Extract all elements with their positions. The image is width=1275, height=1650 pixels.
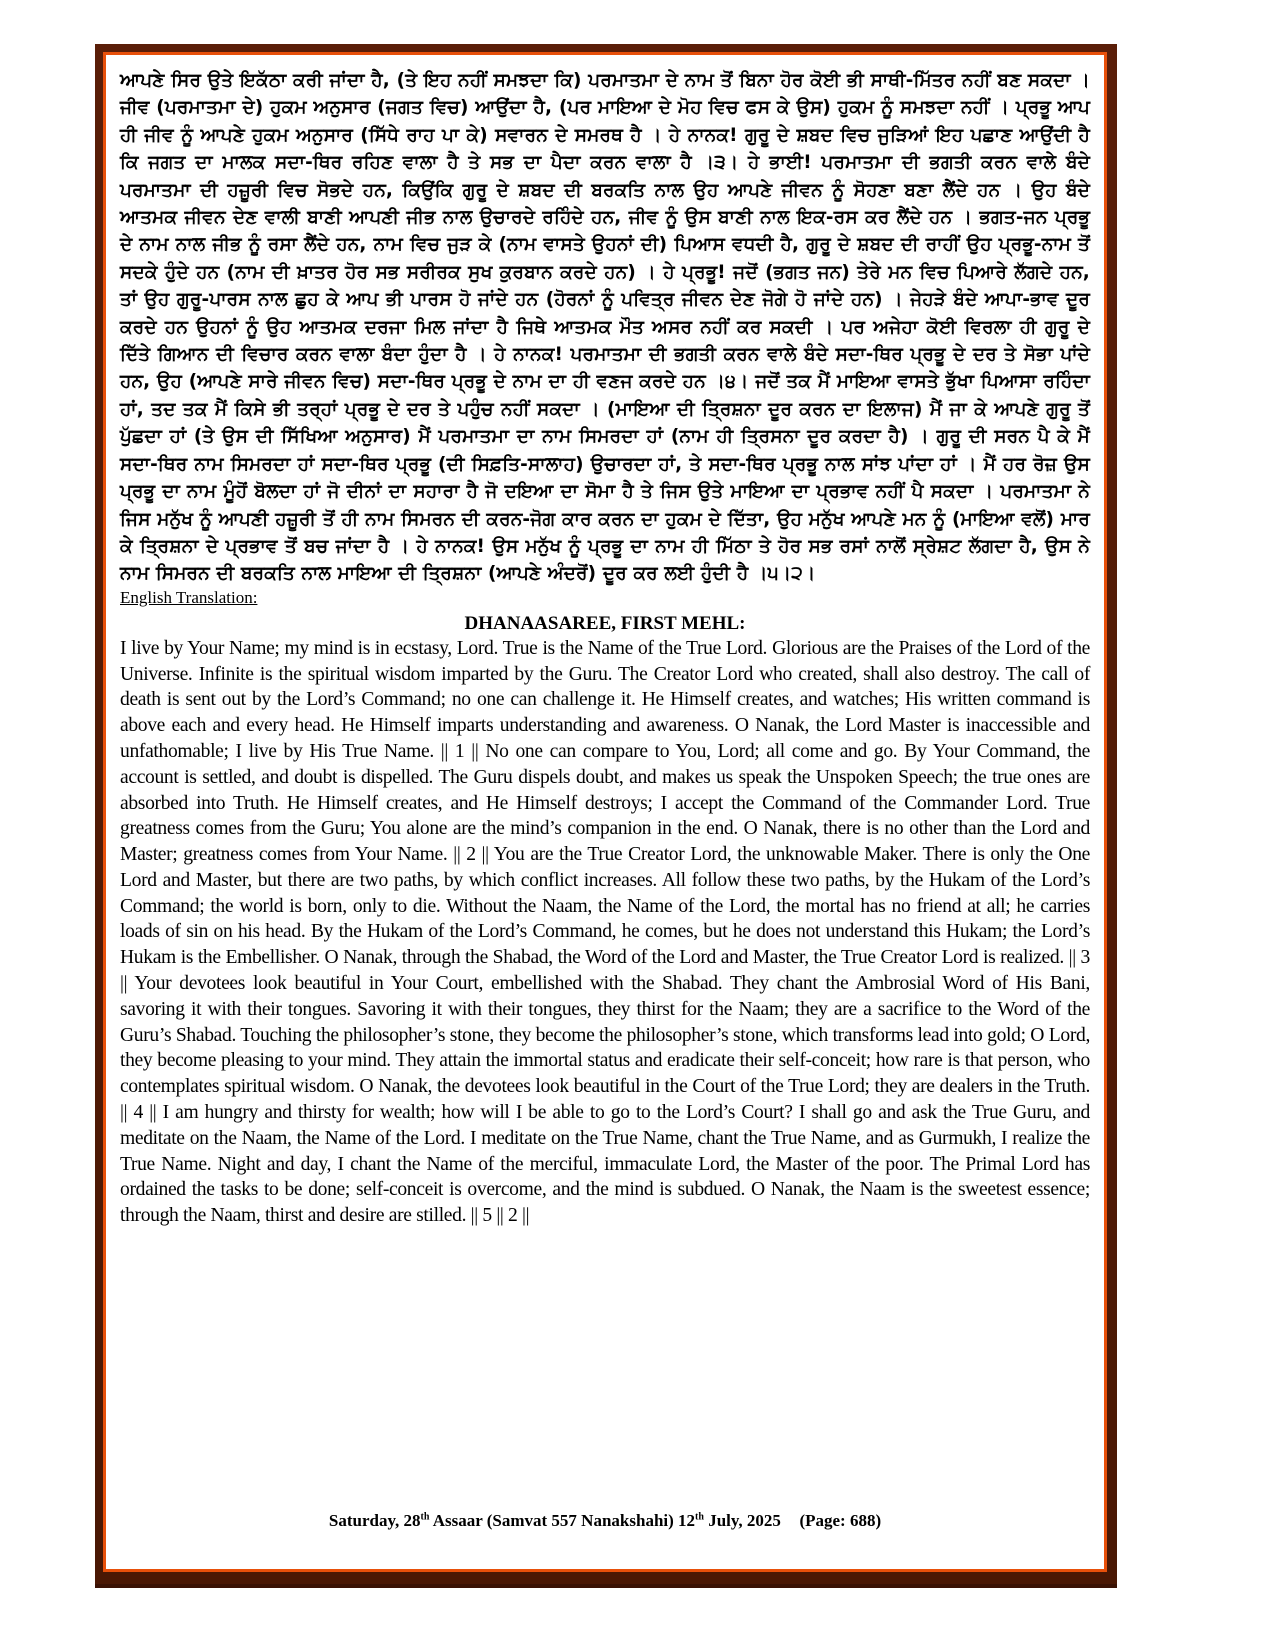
page-border-outer — [95, 44, 1117, 1584]
footer-gregorian-date: July, 2025 — [708, 1511, 781, 1530]
date-footer — [120, 1511, 1090, 1531]
page-border-orange — [103, 52, 1107, 1572]
punjabi-commentary: ਆਪਣੇ ਸਿਰ ਉਤੇ ਇਕੱਠਾ ਕਰੀ ਜਾਂਦਾ ਹੈ, (ਤੇ ਇਹ ਨਹੀਂ ਸਮਝਦਾ ਕਿ) ਪਰਮਾਤਮਾ ਦੇ ਨਾਮ ਤੋਂ ਬਿਨਾ ਹੋਰ ਕੋਈ ਭੀ ਸਾਥੀ-ਮਿੱਤਰ ਨਹੀਂ ਬਣ ਸਕਦਾ । ਜੀਵ (ਪਰਮਾਤਮਾ ਦੇ) ਹੁਕਮ ਅਨੁਸਾਰ (ਜਗਤ ਵਿਚ) ਆਉਂਦਾ ਹੈ, (ਪਰ ਮਾਇਆ ਦੇ ਮੋਹ ਵਿਚ ਫਸ ਕੇ ਉਸ) ਹੁਕਮ ਨੂੰ ਸਮਝਦਾ ਨਹੀਂ । ਪ੍ਰਭੂ ਆਪ ਹੀ ਜੀਵ ਨੂੰ ਆਪਣੇ ਹੁਕਮ ਅਨੁਸਾਰ (ਸਿੱਧੇ ਰਾਹ ਪਾ ਕੇ) ਸਵਾਰਨ ਦੇ ਸਮਰਥ ਹੈ । ਹੇ ਨਾਨਕ! ਗੁਰੂ ਦੇ ਸ਼ਬਦ ਵਿਚ ਜੁੜਿਆਂ ਇਹ ਪਛਾਣ ਆਉਂਦੀ ਹੈ ਕਿ ਜਗਤ ਦਾ ਮਾਲਕ ਸਦਾ-ਥਿਰ ਰਹਿਣ ਵਾਲਾ ਹੈ ਤੇ ਸਭ ਦਾ ਪੈਦਾ ਕਰਨ ਵਾਲਾ ਹੈ ।੩। ਹੇ ਭਾਈ! ਪਰਮਾਤਮਾ ਦੀ ਭਗਤੀ ਕਰਨ ਵਾਲੇ ਬੰਦੇ ਪਰਮਾਤਮਾ ਦੀ ਹਜ਼ੂਰੀ ਵਿਚ ਸੋਭਦੇ ਹਨ, ਕਿਉਂਕਿ ਗੁਰੂ ਦੇ ਸ਼ਬਦ ਦੀ ਬਰਕਤਿ ਨਾਲ ਉਹ ਆਪਣੇ ਜੀਵਨ ਨੂੰ ਸੋਹਣਾ ਬਣਾ ਲੈਂਦੇ ਹਨ । ਉਹ ਬੰਦੇ ਆਤਮਕ ਜੀਵਨ ਦੇਣ ਵਾਲੀ ਬਾਣੀ ਆਪਣੀ ਜੀਭ ਨਾਲ ਉਚਾਰਦੇ ਰਹਿੰਦੇ ਹਨ, ਜੀਵ ਨੂੰ ਉਸ ਬਾਣੀ ਨਾਲ ਇਕ-ਰਸ ਕਰ ਲੈਂਦੇ ਹਨ । ਭਗਤ-ਜਨ ਪ੍ਰਭੂ ਦੇ ਨਾਮ ਨਾਲ ਜੀਭ ਨੂੰ ਰਸਾ ਲੈਂਦੇ ਹਨ, ਨਾਮ ਵਿਚ ਜੁੜ ਕੇ (ਨਾਮ ਵਾਸਤੇ ਉਹਨਾਂ ਦੀ) ਪਿਆਸ ਵਧਦੀ ਹੈ, ਗੁਰੂ ਦੇ ਸ਼ਬਦ ਦੀ ਰਾਹੀਂ ਉਹ ਪ੍ਰਭੂ-ਨਾਮ ਤੋਂ ਸਦਕੇ ਹੁੰਦੇ ਹਨ (ਨਾਮ ਦੀ ਖ਼ਾਤਰ ਹੋਰ ਸਭ ਸਰੀਰਕ ਸੁਖ ਕੁਰਬਾਨ ਕਰਦੇ ਹਨ) । ਹੇ ਪ੍ਰਭੂ! ਜਦੋਂ (ਭਗਤ ਜਨ) ਤੇਰੇ ਮਨ ਵਿਚ ਪਿਆਰੇ ਲੱਗਦੇ ਹਨ, ਤਾਂ ਉਹ ਗੁਰੂ-ਪਾਰਸ ਨਾਲ ਛੁਹ ਕੇ ਆਪ ਭੀ ਪਾਰਸ ਹੋ ਜਾਂਦੇ ਹਨ (ਹੋਰਨਾਂ ਨੂੰ ਪਵਿਤ੍ਰ ਜੀਵਨ ਦੇਣ ਜੋਗੇ ਹੋ ਜਾਂਦੇ ਹਨ) । ਜੇਹੜੇ ਬੰਦੇ ਆਪਾ-ਭਾਵ ਦੂਰ ਕਰਦੇ ਹਨ ਉਹਨਾਂ ਨੂੰ ਉਹ ਆਤਮਕ ਦਰਜਾ ਮਿਲ ਜਾਂਦਾ ਹੈ ਜਿਥੇ ਆਤਮਕ ਮੌਤ ਅਸਰ ਨਹੀਂ ਕਰ ਸਕਦੀ । ਪਰ ਅਜੇਹਾ ਕੋਈ ਵਿਰਲਾ ਹੀ ਗੁਰੂ ਦੇ ਦਿੱਤੇ ਗਿਆਨ ਦੀ ਵਿਚਾਰ ਕਰਨ ਵਾਲਾ ਬੰਦਾ ਹੁੰਦਾ ਹੈ । ਹੇ ਨਾਨਕ! ਪਰਮਾਤਮਾ ਦੀ ਭਗਤੀ ਕਰਨ ਵਾਲੇ ਬੰਦੇ ਸਦਾ-ਥਿਰ ਪ੍ਰਭੂ ਦੇ ਦਰ ਤੇ ਸੋਭਾ ਪਾਂਦੇ ਹਨ, ਉਹ (ਆਪਣੇ ਸਾਰੇ ਜੀਵਨ ਵਿਚ) ਸਦਾ-ਥਿਰ ਪ੍ਰਭੂ ਦੇ ਨਾਮ ਦਾ ਹੀ ਵਣਜ ਕਰਦੇ ਹਨ ।੪। ਜਦੋਂ ਤਕ ਮੈਂ ਮਾਇਆ ਵਾਸਤੇ ਭੁੱਖਾ ਪਿਆਸਾ ਰਹਿੰਦਾ ਹਾਂ, ਤਦ ਤਕ ਮੈਂ ਕਿਸੇ ਭੀ ਤਰ੍ਹਾਂ ਪ੍ਰਭੂ ਦੇ ਦਰ ਤੇ ਪਹੁੰਚ ਨਹੀਂ ਸਕਦਾ । (ਮਾਇਆ ਦੀ ਤ੍ਰਿਸ਼ਨਾ ਦੂਰ ਕਰਨ ਦਾ ਇਲਾਜ) ਮੈਂ ਜਾ ਕੇ ਆਪਣੇ ਗੁਰੂ ਤੋਂ ਪੁੱਛਦਾ ਹਾਂ (ਤੇ ਉਸ ਦੀ ਸਿੱਖਿਆ ਅਨੁਸਾਰ) ਮੈਂ ਪਰਮਾਤਮਾ ਦਾ ਨਾਮ ਸਿਮਰਦਾ ਹਾਂ (ਨਾਮ ਹੀ ਤ੍ਰਿਸਨਾ ਦੂਰ ਕਰਦਾ ਹੈ) । ਗੁਰੂ ਦੀ ਸਰਨ ਪੈ ਕੇ ਮੈਂ ਸਦਾ-ਥਿਰ ਨਾਮ ਸਿਮਰਦਾ ਹਾਂ ਸਦਾ-ਥਿਰ ਪ੍ਰਭੂ (ਦੀ ਸਿਫ਼ਤਿ-ਸਾਲਾਹ) ਉਚਾਰਦਾ ਹਾਂ, ਤੇ ਸਦਾ-ਥਿਰ ਪ੍ਰਭੂ ਨਾਲ ਸਾਂਝ ਪਾਂਦਾ ਹਾਂ । ਮੈਂ ਹਰ ਰੋਜ਼ ਉਸ ਪ੍ਰਭੂ ਦਾ ਨਾਮ ਮੂੰਹੋਂ ਬੋਲਦਾ ਹਾਂ ਜੋ ਦੀਨਾਂ ਦਾ ਸਹਾਰਾ ਹੈ ਜੋ ਦਇਆ ਦਾ ਸੋਮਾ ਹੈ ਤੇ ਜਿਸ ਉਤੇ ਮਾਇਆ ਦਾ ਪ੍ਰਭਾਵ ਨਹੀਂ ਪੈ ਸਕਦਾ । ਪਰਮਾਤਮਾ ਨੇ ਜਿਸ ਮਨੁੱਖ ਨੂੰ ਆਪਣੀ ਹਜ਼ੂਰੀ ਤੋਂ ਹੀ ਨਾਮ ਸਿਮਰਨ ਦੀ ਕਰਨ-ਜੋਗ ਕਾਰ ਕਰਨ ਦਾ ਹੁਕਮ ਦੇ ਦਿੱਤਾ, ਉਹ ਮਨੁੱਖ ਆਪਣੇ ਮਨ ਨੂੰ (ਮਾਇਆ ਵਲੋਂ) ਮਾਰ ਕੇ ਤ੍ਰਿਸ਼ਨਾ ਦੇ ਪ੍ਰਭਾਵ ਤੋਂ ਬਚ ਜਾਂਦਾ ਹੈ । ਹੇ ਨਾਨਕ! ਉਸ ਮਨੁੱਖ ਨੂੰ ਪ੍ਰਭੂ ਦਾ ਨਾਮ ਹੀ ਮਿੱਠਾ ਤੇ ਹੋਰ ਸਭ ਰਸਾਂ ਨਾਲੋਂ ਸ੍ਰੇਸ਼ਟ ਲੱਗਦਾ ਹੈ, ਉਸ ਨੇ ਨਾਮ ਸਿਮਰਨ ਦੀ ਬਰਕਤਿ ਨਾਲ ਮਾਇਆ ਦੀ ਤ੍ਰਿਸ਼ਨਾ (ਆਪਣੇ ਅੰਦਰੋਂ) ਦੂਰ ਕਰ ਲਈ ਹੁੰਦੀ ਹੈ ।੫।੨। — [120, 70, 1090, 585]
footer-weekday: Saturday, — [328, 1511, 400, 1530]
footer-gregorian-day: 12 — [678, 1511, 696, 1530]
footer-nanakshahi-day: 28 — [403, 1511, 421, 1530]
footer-gregorian-day-suffix: th — [695, 1511, 704, 1523]
footer-page-number: (Page: 688) — [799, 1511, 882, 1530]
page-body — [106, 55, 1104, 1569]
english-translation-label: English Translation: — [120, 587, 258, 607]
footer-nanakshahi-day-suffix: th — [420, 1511, 430, 1523]
shabad-heading: DHANAASAREE, FIRST MEHL: — [464, 612, 746, 634]
footer-nanakshahi-month: Assaar (Samvat 557 Nanakshahi) — [432, 1511, 674, 1530]
english-translation: I live by Your Name; my mind is in ecstasy, Lord. True is the Name of the True Lord. Glorious are the Praises of the Lord of the Universe. Infinite is the spiritual wisdom imparted by the Guru. The Creator Lord who created, shall also destroy. The call of death is sent out by the Lord’s Command; no one can challenge it. He Himself creates, and watches; His written command is above each and every head. He Himself imparts understanding and awareness. O Nanak, the Lord Master is inaccessible and unfathomable; I live by His True Name. || 1 || No one can compare to You, Lord; all come and go. By Your Command, the account is settled, and doubt is dispelled. The Guru dispels doubt, and makes us speak the Unspoken Speech; the true ones are absorbed into Truth. He Himself creates, and He Himself destroys; I accept the Command of the Commander Lord. True greatness comes from the Guru; You alone are the mind’s companion in the end. O Nanak, there is no other than the Lord and Master; greatness comes from Your Name. || 2 || You are the True Creator Lord, the unknowable Maker. There is only the One Lord and Master, but there are two paths, by which conflict increases. All follow these two paths, by the Hukam of the Lord’s Command; the world is born, only to die. Without the Naam, the Name of the Lord, the mortal has no friend at all; he carries loads of sin on his head. By the Hukam of the Lord’s Command, he comes, but he does not understand this Hukam; the Lord’s Hukam is the Embellisher. O Nanak, through the Shabad, the Word of the Lord and Master, the True Creator Lord is realized. || 3 || Your devotees look beautiful in Your Court, embellished with the Shabad. They chant the Ambrosial Word of His Bani, savoring it with their tongues. Savoring it with their tongues, they thirst for the Naam; they are a sacrifice to the Word of the Guru’s Shabad. Touching the philosopher’s stone, they become the philosopher’s stone, which transforms lead into gold; O Lord, they become pleasing to your mind. They attain the immortal status and eradicate their self-conceit; how rare is that person, who contemplates spiritual wisdom. O Nanak, the devotees look beautiful in the Court of the True Lord; they are dealers in the Truth. || 4 || I am hungry and thirsty for wealth; how will I be able to go to the Lord’s Court? I shall go and ask the True Guru, and meditate on the Naam, the Name of the Lord. I meditate on the True Name, chant the True Name, and as Gurmukh, I realize the True Name. Night and day, I chant the Name of the merciful, immaculate Lord, the Master of the poor. The Primal Lord has ordained the tasks to be done; self-conceit is overcome, and the mind is subdued. O Nanak, the Naam is the sweetest essence; through the Naam, thirst and desire are stilled. || 5 || 2 || — [120, 637, 1090, 1227]
page-content — [120, 67, 1090, 1559]
